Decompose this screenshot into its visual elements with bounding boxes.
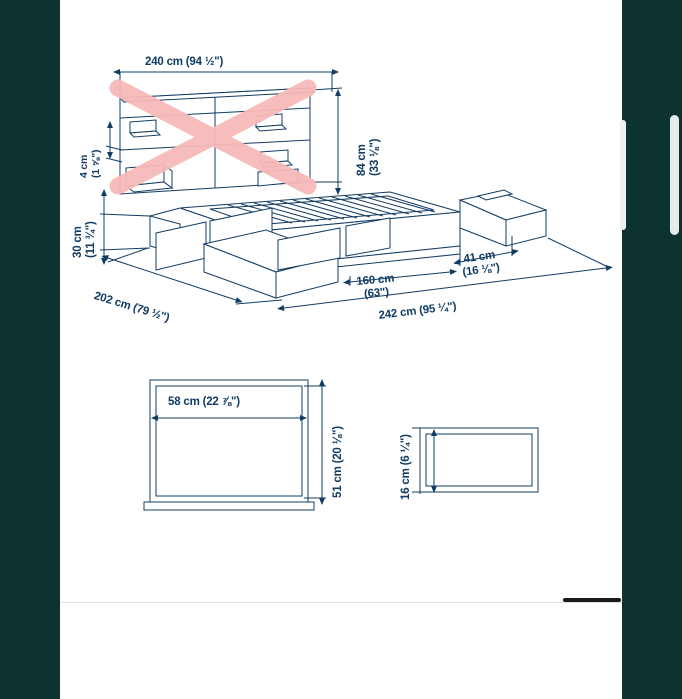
dimension-label-41 [460,249,501,280]
dimension-label-30 [72,221,98,258]
diagram-svg [60,0,622,602]
dimension-label-242: 242 cm (95 ¼") [378,300,457,322]
dimension-label-4 [78,150,102,178]
dimension-label-160-metric: 160 cm [356,272,395,288]
dimension-label-30-metric: 30 cm [72,226,84,258]
drawer-side-view-group [412,428,538,494]
dimension-label-16: 16 cm (6 ¼") [400,434,412,500]
dimension-label-58: 58 cm (22 ⅞") [168,396,240,408]
dimension-label-84-imperial: (33 ⅛") [369,138,382,176]
dimension-label-4-imperial: (1 ⅝") [90,149,103,178]
dimension-label-160 [356,273,396,303]
dimension-label-202: 202 cm (79 ½") [92,290,171,325]
dimension-label-240: 240 cm (94 ½") [145,56,224,68]
dimension-label-84 [356,139,382,176]
right-side-drawer-group [460,190,546,246]
dimension-label-84-metric: 84 cm [356,144,368,176]
dimension-label-30-imperial: (11 ¾") [85,221,98,258]
dimension-label-4-metric: 4 cm [78,154,90,178]
right-scroll-indicator[interactable] [670,115,679,235]
dimension-label-160-imperial: (63") [363,286,390,301]
dimension-label-41-metric: 41 cm [462,249,496,266]
dimension-label-41-imperial: (16 ⅛") [461,261,501,279]
dimension-drawing [60,0,622,602]
sheet-divider [60,602,622,603]
dimension-label-51: 51 cm (20 ⅛") [332,426,344,498]
